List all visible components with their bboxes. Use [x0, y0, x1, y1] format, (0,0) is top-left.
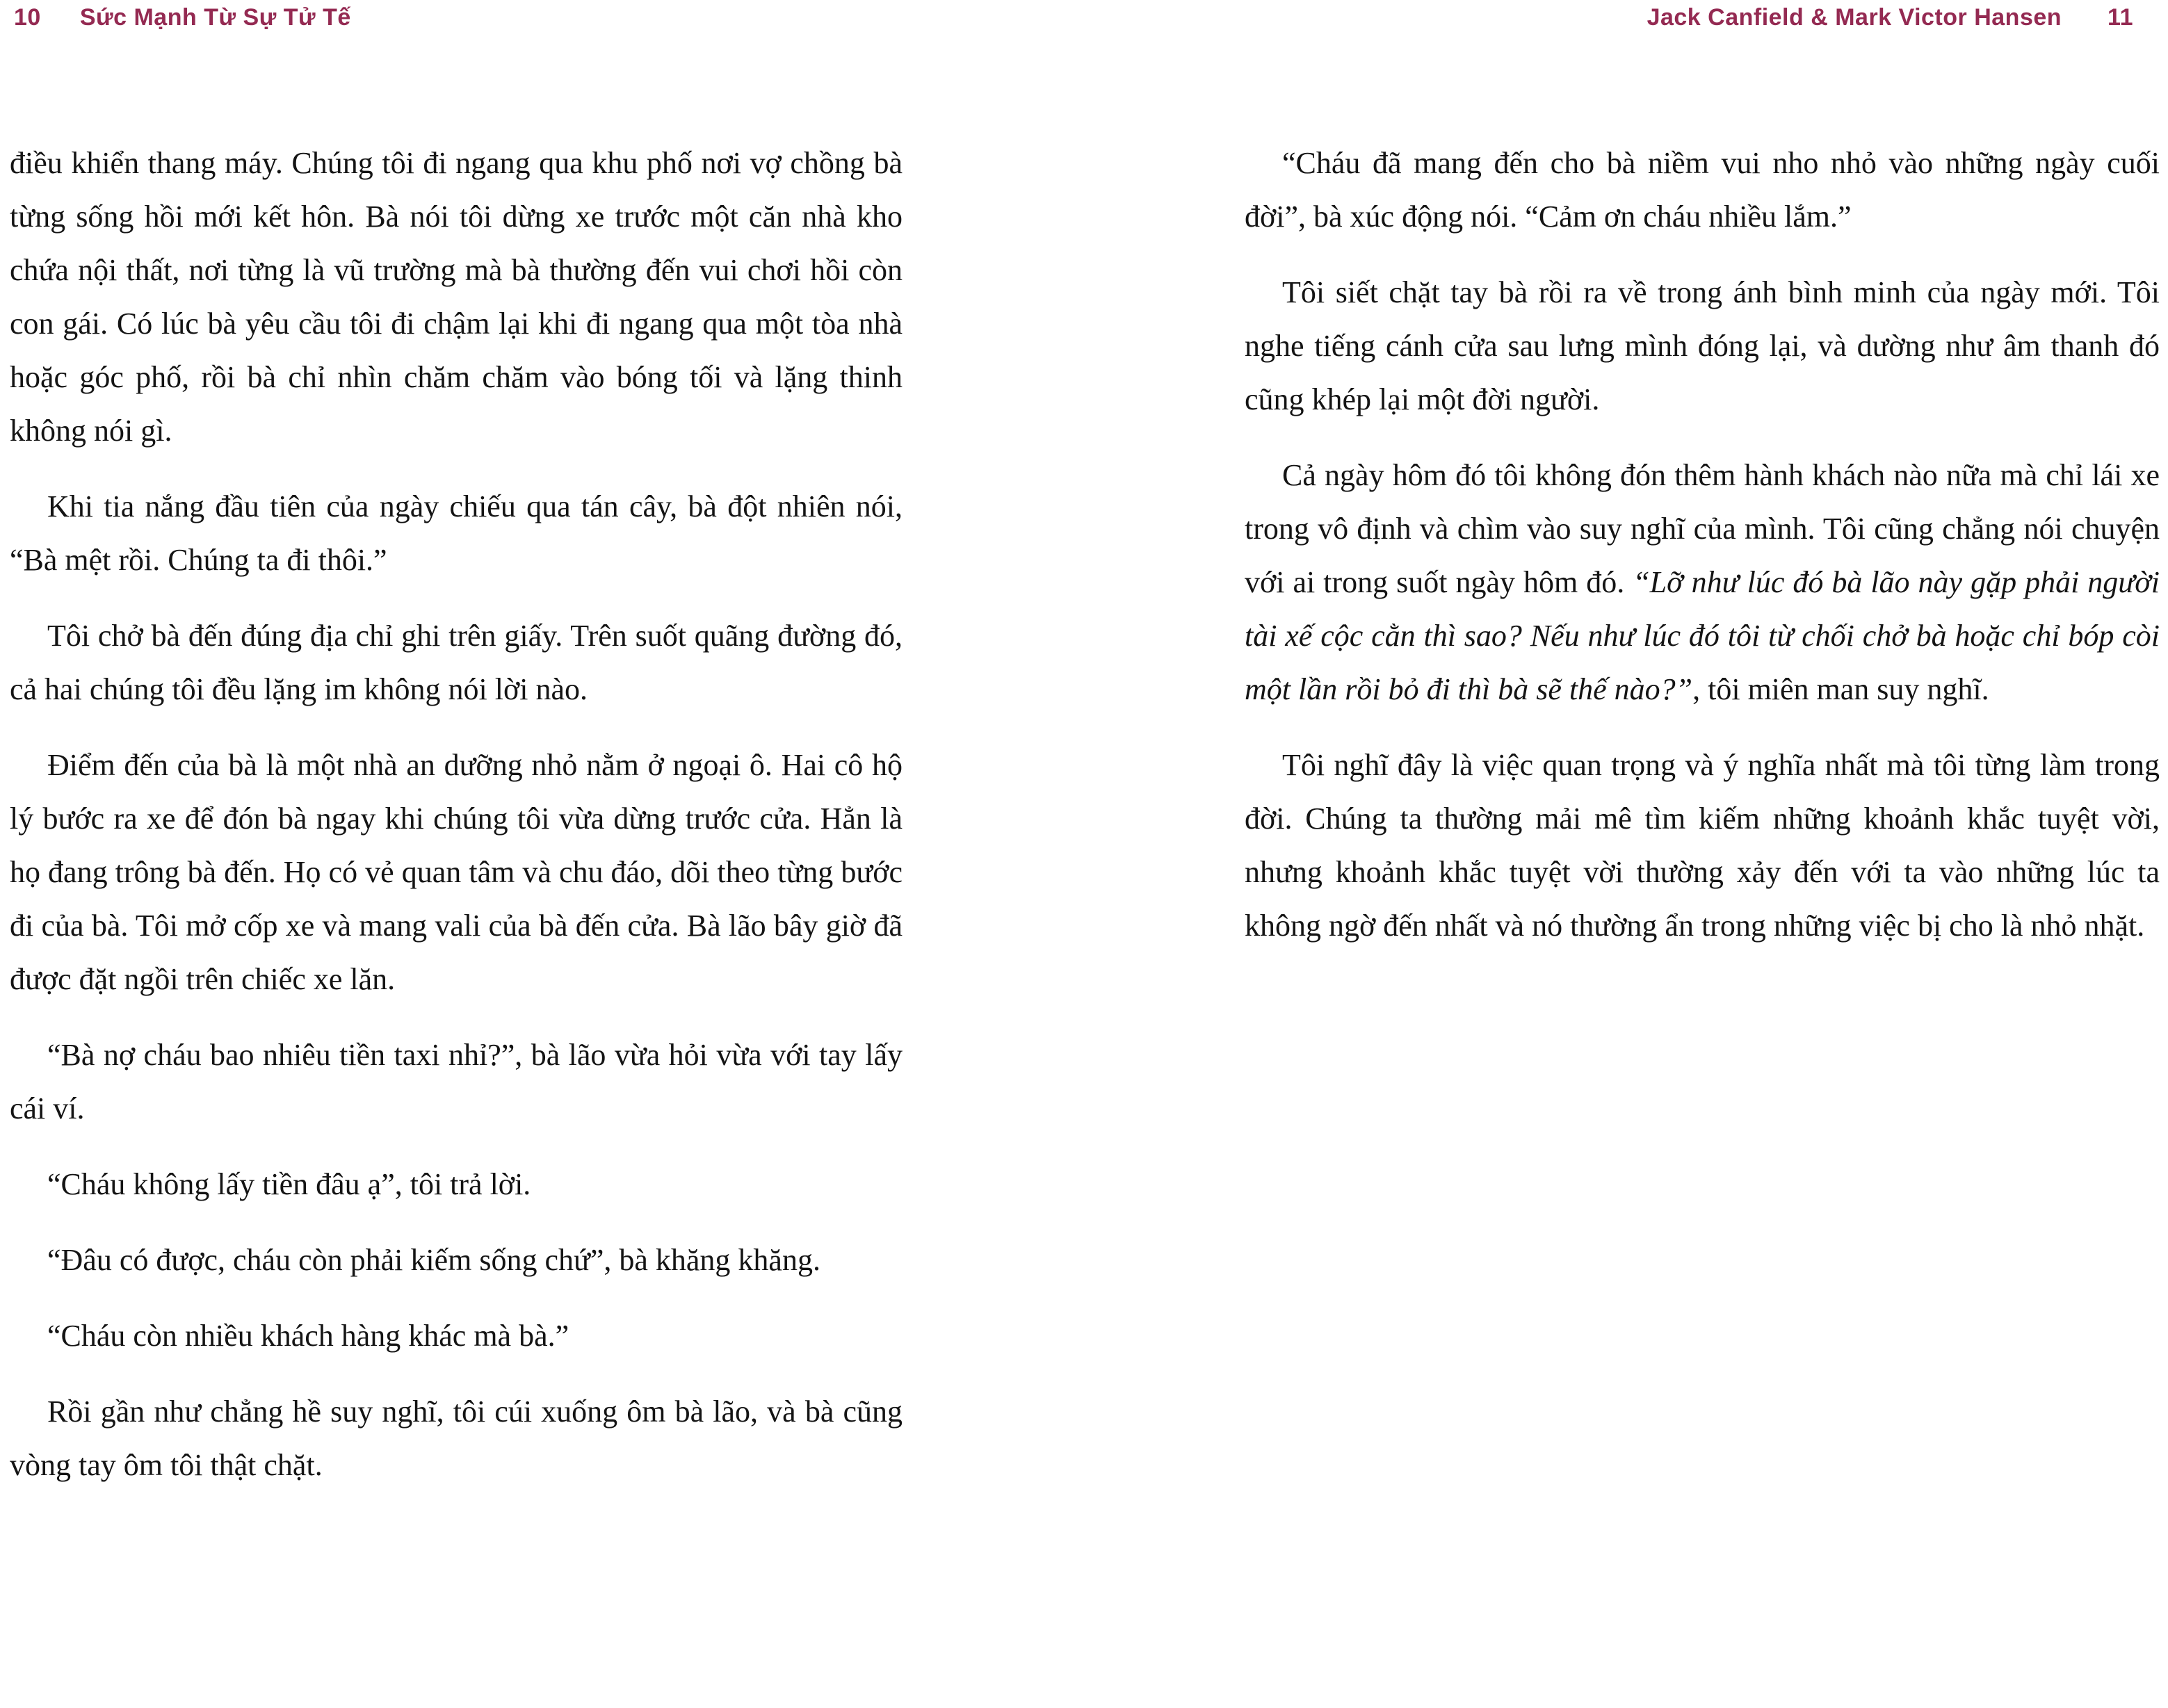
body-text: Tôi nghĩ đây là việc quan trọng và ý nghĩa nhất mà tôi từng làm trong đời. Chúng ta thường mải mê tìm kiếm những khoảnh khắc tuyệt vời, nhưng khoảnh khắc tuyệt vời thường xảy đến với ta vào những lúc ta không ngờ đến nhất và nó thường ẩn trong những việc bị cho là nhỏ nhặt. — [1245, 748, 2160, 943]
body-text: “Bà nợ cháu bao nhiêu tiền taxi nhỉ?”, bà lão vừa hỏi vừa với tay lấy cái ví. — [10, 1038, 903, 1125]
paragraph — [1245, 136, 2160, 243]
body-text: Tôi siết chặt tay bà rồi ra về trong ánh bình minh của ngày mới. Tôi nghe tiếng cánh cửa sau lưng mình đóng lại, và dường như âm thanh đó cũng khép lại một đời người. — [1245, 275, 2160, 416]
italic-body-text: “Lỡ như lúc đó bà lão này gặp phải người tài xế cộc cằn thì sao? Nếu như lúc đó tôi từ chối chở bà hoặc chỉ bóp còi một lần rồi bỏ đi thì bà sẽ thế nào?” — [1245, 565, 2160, 706]
right-page-text-column — [1245, 136, 2160, 975]
right-running-authors: Jack Canfield & Mark Victor Hansen — [1647, 4, 2062, 31]
running-head-left — [14, 4, 351, 31]
left-page-number: 10 — [14, 4, 41, 31]
paragraph — [1245, 266, 2160, 426]
paragraph — [10, 480, 903, 587]
body-text: Cả ngày hôm đó tôi không đón thêm hành khách nào nữa mà chỉ lái xe trong vô định và chìm vào suy nghĩ của mình. Tôi cũng chẳng nói chuyện với ai trong suốt ngày hôm đó. — [1245, 458, 2160, 599]
left-running-title: Sức Mạnh Từ Sự Tử Tế — [79, 4, 351, 31]
paragraph — [10, 1157, 903, 1211]
body-text: Tôi chở bà đến đúng địa chỉ ghi trên giấy. Trên suốt quãng đường đó, cả hai chúng tôi đều lặng im không nói lời nào. — [10, 619, 903, 706]
body-text: “Cháu không lấy tiền đâu ạ”, tôi trả lời. — [47, 1167, 531, 1201]
running-head — [14, 4, 2133, 31]
left-page-text-column — [10, 136, 903, 1514]
running-head-right — [1647, 4, 2133, 31]
paragraph — [1245, 738, 2160, 952]
paragraph — [10, 738, 903, 1006]
paragraph — [10, 1233, 903, 1287]
body-text: “Cháu còn nhiều khách hàng khác mà bà.” — [47, 1319, 569, 1353]
paragraph — [1245, 448, 2160, 716]
paragraph — [10, 609, 903, 716]
paragraph — [10, 136, 903, 457]
body-text: , tôi miên man suy nghĩ. — [1692, 672, 1989, 706]
body-text: Khi tia nắng đầu tiên của ngày chiếu qua tán cây, bà đột nhiên nói, “Bà mệt rồi. Chúng ta đi thôi.” — [10, 489, 903, 577]
right-page-number: 11 — [2108, 4, 2133, 31]
body-text: Rồi gần như chẳng hề suy nghĩ, tôi cúi xuống ôm bà lão, và bà cũng vòng tay ôm tôi thật chặt. — [10, 1394, 903, 1482]
body-text: điều khiển thang máy. Chúng tôi đi ngang qua khu phố nơi vợ chồng bà từng sống hồi mới kết hôn. Bà nói tôi dừng xe trước một căn nhà kho chứa nội thất, nơi từng là vũ trường mà bà thường đến vui chơi hồi còn con gái. Có lúc bà yêu cầu tôi đi chậm lại khi đi ngang qua một tòa nhà hoặc góc phố, rồi bà chỉ nhìn chăm chăm vào bóng tối và lặng thinh không nói gì. — [10, 146, 903, 448]
body-text: Điểm đến của bà là một nhà an dưỡng nhỏ nằm ở ngoại ô. Hai cô hộ lý bước ra xe để đón bà ngay khi chúng tôi vừa dừng trước cửa. Hẳn là họ đang trông bà đến. Họ có vẻ quan tâm và chu đáo, dõi theo từng bước đi của bà. Tôi mở cốp xe và mang vali của bà đến cửa. Bà lão bây giờ đã được đặt ngồi trên chiếc xe lăn. — [10, 748, 903, 996]
body-text: “Cháu đã mang đến cho bà niềm vui nho nhỏ vào những ngày cuối đời”, bà xúc động nói. “Cảm ơn cháu nhiều lắm.” — [1245, 146, 2160, 234]
paragraph — [10, 1309, 903, 1363]
body-text: “Đâu có được, cháu còn phải kiếm sống chứ”, bà khăng khăng. — [47, 1243, 820, 1277]
paragraph — [10, 1028, 903, 1135]
paragraph — [10, 1385, 903, 1492]
